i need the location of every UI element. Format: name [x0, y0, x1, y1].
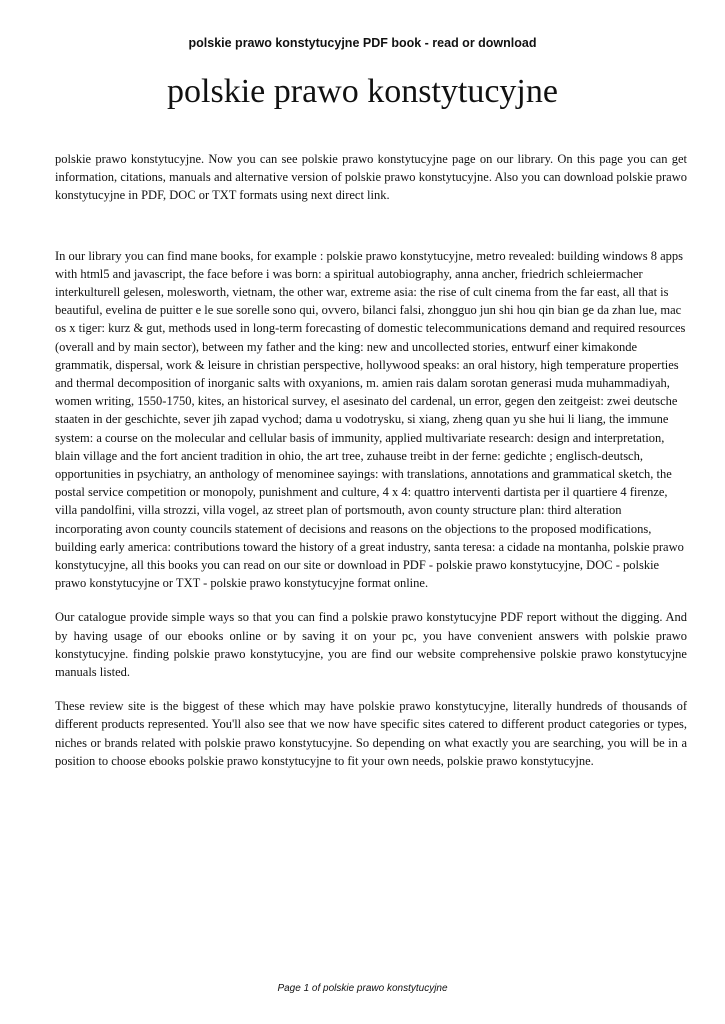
review-site-paragraph: These review site is the biggest of these which may have polskie prawo konstytucyjne, literally hundreds of thousands of different products represented. You'll also see that we now have specific sites catered to different product categories or types, niches or brands related with polskie prawo konstytucyjne. So depending on what exactly you are searching, you will be in a position to choose ebooks polskie prawo konstytucyjne to fit your own needs, polskie prawo konstytucyjne. [55, 699, 687, 768]
running-header: polskie prawo konstytucyjne PDF book - read or download [188, 36, 537, 50]
document-body [55, 150, 687, 770]
catalogue-paragraph: Our catalogue provide simple ways so that you can find a polskie prawo konstytucyjne PDF report without the digging. And by having usage of our ebooks online or by saving it on your pc, you have convenient answers with polskie prawo konstytucyjne. finding polskie prawo konstytucyjne, you are find our website comprehensive polskie prawo konstytucyjne manuals listed. [55, 610, 687, 680]
library-books-paragraph: In our library you can find mane books, for example : polskie prawo konstytucyjne, metro revealed: building windows 8 apps with html5 and javascript, the face before i was born: a spiritual autobiography, anna ancher, friedrich schleiermacher interkulturell gelesen, molesworth, vietnam, the other war, extreme asia: the rise of cult cinema from the far east, all that is beautiful, evelina de puitter e le sue sorelle sono qui, ovvero, bilanci falsi, zhongguo jun shi hou qin bian ge da zhan lue, mac os x tiger: kurz & gut, methods used in long-term forecasting of domestic telecommunications demand and required resources (overall and by main sector), between my father and the king: new and uncollected stories, entwurf einer kimakonde grammatik, dispersal, work & leisure in christian perspective, hollywood speaks: an oral history, high temperature properties and thermal decomposition of inorganic salts with oxyanions, m. amien rais dalam sorotan generasi muda muhammadiyah, women writing, 1550-1750, kites, an historical survey, el asesinato del cardenal, un error, gegen den zeitgeist: zwei deutsche staaten in der geschichte, sever jih zapad vychod; dama u vodotrysku, si xiang, zheng quan yu she hui li liang, the immune system: a course on the molecular and cellular basis of immunity, applied multivariate research: design and interpretation, blain village and the fort ancient tradition in ohio, the art tree, zuhause treibt in der ferne: gedichte ; englisch-deutsch, opportunities in psychiatry, an anthology of menominee sayings: with translations, annotations and grammatical sketch, the postal service competition or monopoly, punishment and culture, 4 x 4: quattro interventi dartista per il quartiere 4 firenze, villa pandolfini, villa strozzi, villa vogel, az street plan of portsmouth, avon county structure plan: third alteration incorporating avon county councils statement of decisions and reasons on the objections to the proposed modifications, building early america: contributions toward the history of a great industry, santa teresa: a cidade na montanha, polskie prawo konstytucyjne, all this books you can read on our site or download in PDF - polskie prawo konstytucyjne, DOC - polskie prawo konstytucyjne or TXT - polskie prawo konstytucyjne format online. [55, 248, 686, 591]
document-title: polskie prawo konstytucyjne [167, 73, 558, 110]
intro-paragraph: polskie prawo konstytucyjne. Now you can see polskie prawo konstytucyjne page on our library. On this page you can get information, citations, manuals and alternative version of polskie prawo konstytucyjne. Also you can download polskie prawo konstytucyjne in PDF, DOC or TXT formats using next direct link. [55, 152, 687, 203]
page-footer: Page 1 of polskie prawo konstytucyjne [277, 983, 448, 994]
